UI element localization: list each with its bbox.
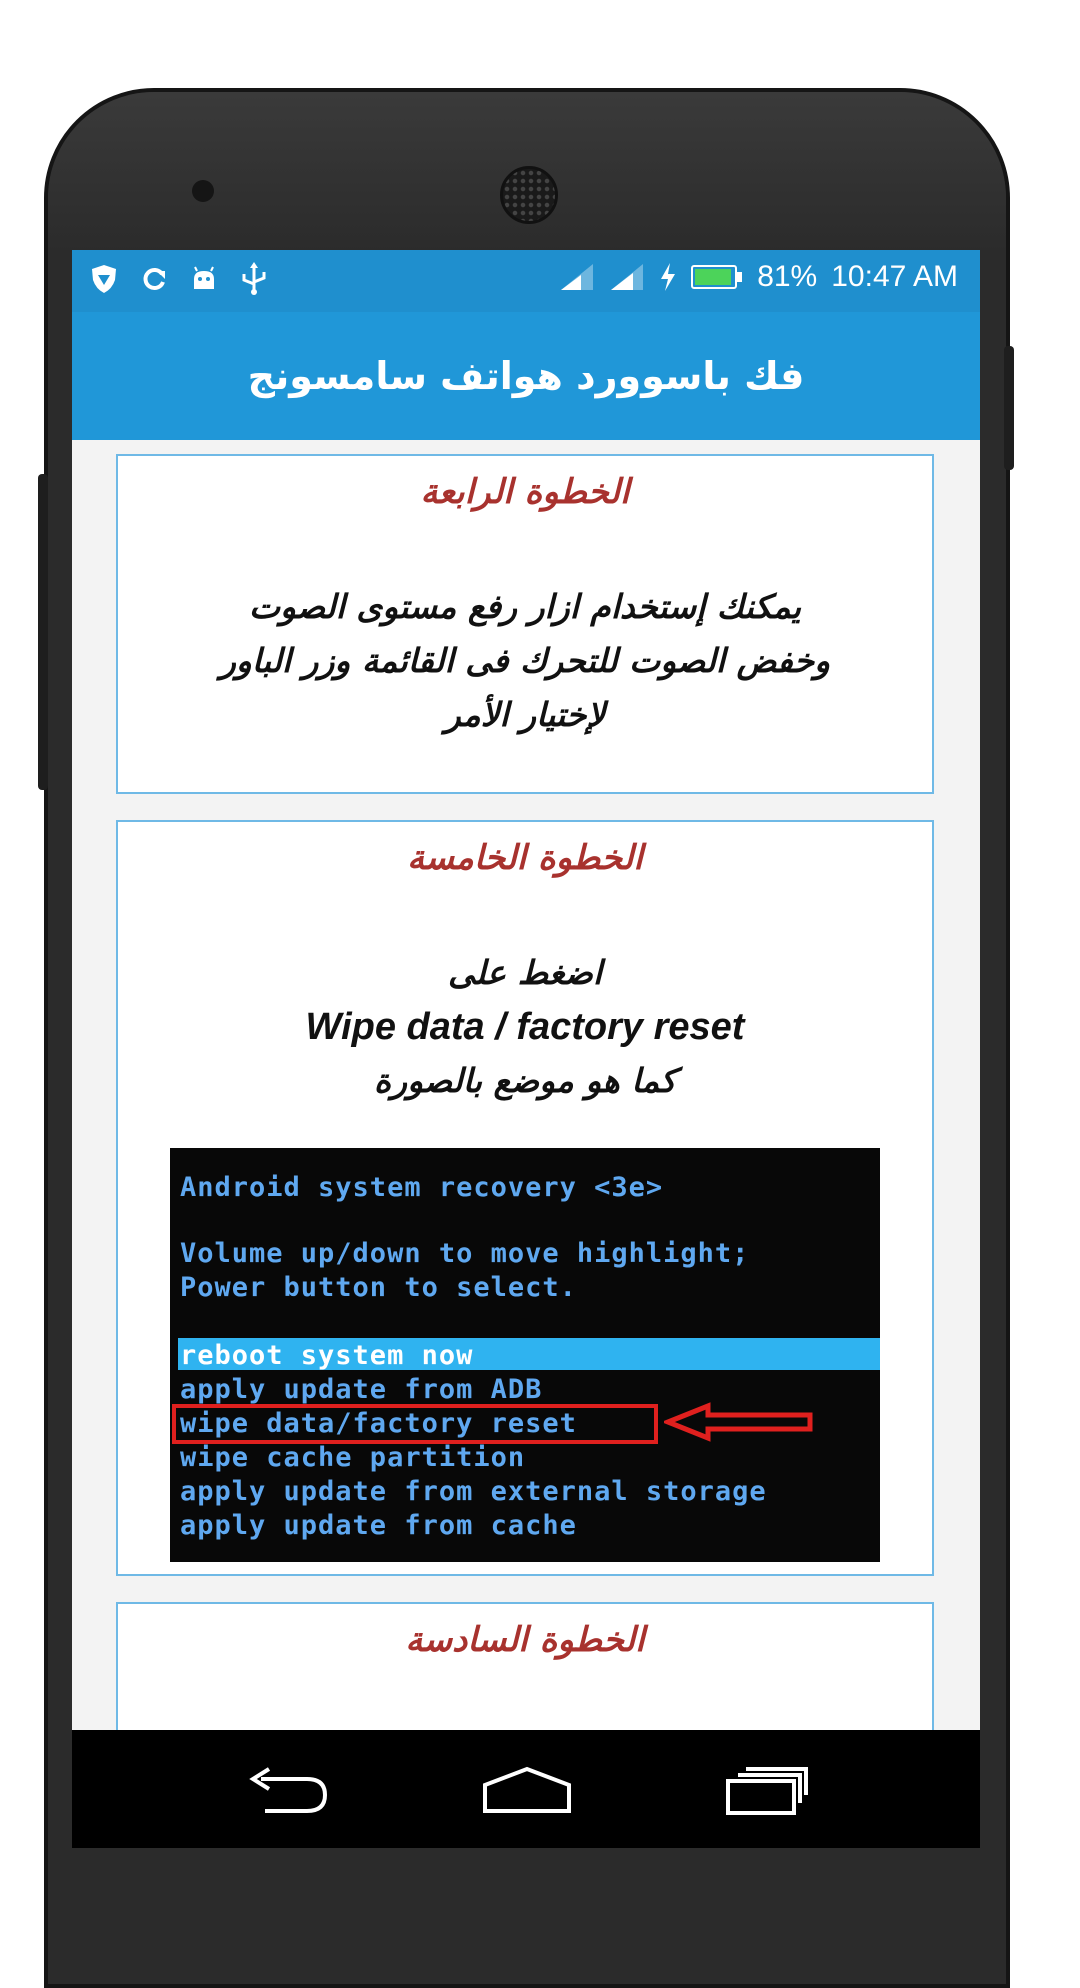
sync-icon bbox=[140, 262, 168, 296]
step-description bbox=[138, 580, 912, 742]
recents-icon bbox=[724, 1765, 810, 1815]
battery-icon bbox=[691, 264, 743, 290]
step-card-4 bbox=[116, 454, 934, 794]
screen bbox=[72, 250, 980, 1730]
step-text-line: Wipe data / factory reset bbox=[305, 1006, 745, 1048]
step-title: الخطوة الخامسة bbox=[407, 838, 643, 878]
usb-icon bbox=[240, 262, 268, 296]
step-text-line: اضغط على bbox=[447, 953, 603, 992]
navigation-bar bbox=[72, 1730, 980, 1848]
step-text-line: كما هو موضع بالصورة bbox=[373, 1061, 677, 1100]
clock: 10:47 AM bbox=[831, 260, 958, 293]
status-bar bbox=[72, 250, 980, 312]
step-card-5 bbox=[116, 820, 934, 1576]
recents-button[interactable] bbox=[712, 1750, 822, 1830]
step-text-line: وخفض الصوت للتحرك فى القائمة وزر الباور bbox=[219, 641, 831, 680]
recovery-menu-item: reboot system now bbox=[180, 1340, 474, 1371]
volume-key bbox=[38, 474, 48, 790]
recovery-instruction: Power button to select. bbox=[180, 1272, 577, 1303]
home-icon bbox=[481, 1765, 573, 1815]
recovery-menu-item: wipe cache partition bbox=[180, 1442, 526, 1473]
back-button[interactable] bbox=[232, 1750, 342, 1830]
recovery-screenshot bbox=[170, 1148, 880, 1562]
recovery-menu-item: apply update from external storage bbox=[180, 1476, 767, 1507]
back-icon bbox=[245, 1765, 329, 1815]
signal-icon bbox=[609, 262, 645, 292]
app-bar bbox=[72, 312, 980, 440]
highlight-box bbox=[172, 1404, 658, 1444]
arrow-left-icon bbox=[664, 1402, 814, 1442]
power-key bbox=[1004, 346, 1014, 470]
battery-percent: 81% bbox=[757, 260, 818, 293]
earpiece-speaker bbox=[500, 166, 558, 224]
step-title: الخطوة السادسة bbox=[405, 1620, 645, 1660]
recovery-menu-item: apply update from ADB bbox=[180, 1374, 543, 1405]
android-icon bbox=[190, 262, 218, 296]
signal-icon bbox=[559, 262, 595, 292]
page-title: فك باسوورد هواتف سامسونج bbox=[247, 354, 805, 398]
recovery-menu-item: wipe data/factory reset bbox=[180, 1408, 577, 1439]
step-card-6 bbox=[116, 1602, 934, 1730]
recovery-instruction: Volume up/down to move highlight; bbox=[180, 1238, 750, 1269]
recovery-menu-item: apply update from cache bbox=[180, 1510, 577, 1541]
charging-icon bbox=[659, 262, 677, 292]
front-camera bbox=[192, 180, 214, 202]
step-description bbox=[138, 946, 912, 1108]
home-button[interactable] bbox=[472, 1750, 582, 1830]
step-text-line: لإختيار الأمر bbox=[444, 695, 606, 734]
step-text-line: يمكنك إستخدام ازار رفع مستوى الصوت bbox=[248, 587, 802, 626]
shield-icon bbox=[90, 262, 118, 296]
step-title: الخطوة الرابعة bbox=[420, 472, 630, 512]
recovery-header: Android system recovery <3e> bbox=[180, 1172, 664, 1203]
